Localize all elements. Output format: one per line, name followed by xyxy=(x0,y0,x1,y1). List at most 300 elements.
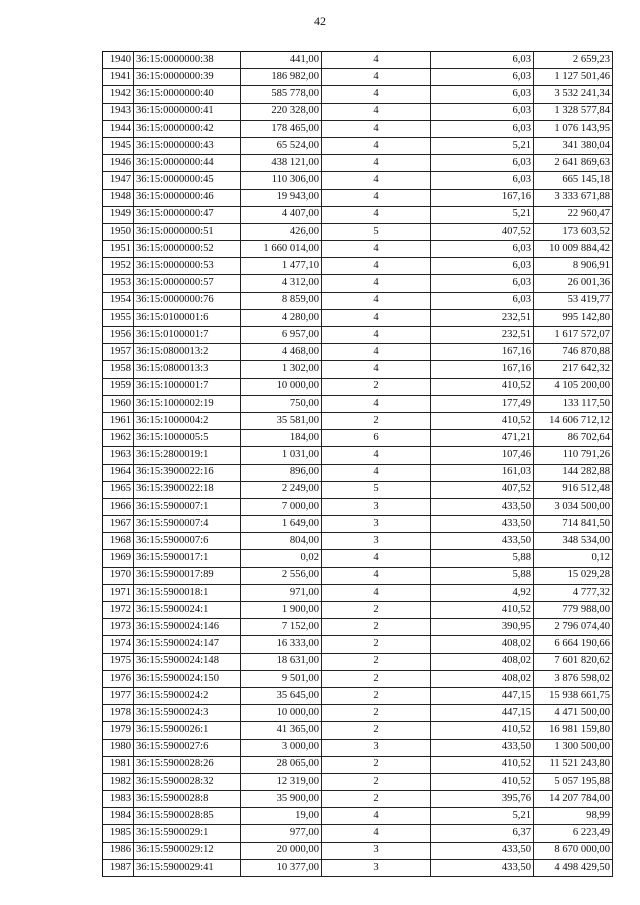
group-value-cell: 4 xyxy=(322,550,431,567)
cadastral-number-cell: 36:15:5900026:1 xyxy=(134,722,241,739)
area-value-cell: 1 477,10 xyxy=(241,258,322,275)
group-value-cell: 4 xyxy=(322,155,431,172)
area-value-cell: 4 312,00 xyxy=(241,275,322,292)
row-number-cell: 1968 xyxy=(103,533,134,550)
rate-value-cell: 433,50 xyxy=(431,533,534,550)
rate-value-cell: 395,76 xyxy=(431,791,534,808)
row-number-cell: 1985 xyxy=(103,825,134,842)
table-row xyxy=(103,447,613,464)
rate-value-cell: 390,95 xyxy=(431,619,534,636)
area-value-cell: 438 121,00 xyxy=(241,155,322,172)
table-row xyxy=(103,859,613,876)
area-value-cell: 65 524,00 xyxy=(241,137,322,154)
table-row xyxy=(103,189,613,206)
total-value-cell: 995 142,80 xyxy=(534,309,613,326)
row-number-cell: 1981 xyxy=(103,756,134,773)
area-value-cell: 19 943,00 xyxy=(241,189,322,206)
table-row xyxy=(103,206,613,223)
table-row xyxy=(103,120,613,137)
area-value-cell: 10 000,00 xyxy=(241,705,322,722)
group-value-cell: 4 xyxy=(322,292,431,309)
cadastral-number-cell: 36:15:0000000:45 xyxy=(134,172,241,189)
rate-value-cell: 6,03 xyxy=(431,275,534,292)
cadastral-number-cell: 36:15:0000000:41 xyxy=(134,103,241,120)
table-row xyxy=(103,516,613,533)
group-value-cell: 2 xyxy=(322,412,431,429)
total-value-cell: 4 105 200,00 xyxy=(534,378,613,395)
row-number-cell: 1940 xyxy=(103,52,134,69)
rate-value-cell: 410,52 xyxy=(431,756,534,773)
rate-value-cell: 6,03 xyxy=(431,258,534,275)
total-value-cell: 1 127 501,46 xyxy=(534,69,613,86)
rate-value-cell: 407,52 xyxy=(431,223,534,240)
cadastral-number-cell: 36:15:5900024:3 xyxy=(134,705,241,722)
group-value-cell: 4 xyxy=(322,103,431,120)
table-row xyxy=(103,464,613,481)
cadastral-number-cell: 36:15:5900017:1 xyxy=(134,550,241,567)
rate-value-cell: 6,03 xyxy=(431,241,534,258)
rate-value-cell: 6,03 xyxy=(431,120,534,137)
row-number-cell: 1955 xyxy=(103,309,134,326)
table-row xyxy=(103,653,613,670)
row-number-cell: 1969 xyxy=(103,550,134,567)
rate-value-cell: 433,50 xyxy=(431,739,534,756)
area-value-cell: 19,00 xyxy=(241,808,322,825)
rate-value-cell: 6,37 xyxy=(431,825,534,842)
table-row xyxy=(103,361,613,378)
table-row xyxy=(103,395,613,412)
area-value-cell: 1 302,00 xyxy=(241,361,322,378)
area-value-cell: 186 982,00 xyxy=(241,69,322,86)
rate-value-cell: 410,52 xyxy=(431,722,534,739)
group-value-cell: 4 xyxy=(322,206,431,223)
rate-value-cell: 410,52 xyxy=(431,412,534,429)
cadastral-number-cell: 36:15:5900024:2 xyxy=(134,687,241,704)
area-value-cell: 804,00 xyxy=(241,533,322,550)
row-number-cell: 1970 xyxy=(103,567,134,584)
cadastral-number-cell: 36:15:0000000:52 xyxy=(134,241,241,258)
group-value-cell: 4 xyxy=(322,69,431,86)
group-value-cell: 4 xyxy=(322,52,431,69)
total-value-cell: 15 938 661,75 xyxy=(534,687,613,704)
group-value-cell: 4 xyxy=(322,808,431,825)
row-number-cell: 1962 xyxy=(103,430,134,447)
area-value-cell: 41 365,00 xyxy=(241,722,322,739)
total-value-cell: 98,99 xyxy=(534,808,613,825)
total-value-cell: 86 702,64 xyxy=(534,430,613,447)
table-body xyxy=(103,52,613,877)
group-value-cell: 3 xyxy=(322,498,431,515)
group-value-cell: 5 xyxy=(322,223,431,240)
rate-value-cell: 5,21 xyxy=(431,206,534,223)
cadastral-number-cell: 36:15:5900007:6 xyxy=(134,533,241,550)
row-number-cell: 1982 xyxy=(103,773,134,790)
table-row xyxy=(103,412,613,429)
cadastral-number-cell: 36:15:0000000:51 xyxy=(134,223,241,240)
area-value-cell: 4 407,00 xyxy=(241,206,322,223)
area-value-cell: 184,00 xyxy=(241,430,322,447)
row-number-cell: 1972 xyxy=(103,602,134,619)
cadastral-number-cell: 36:15:0000000:40 xyxy=(134,86,241,103)
cadastral-number-cell: 36:15:0000000:57 xyxy=(134,275,241,292)
rate-value-cell: 407,52 xyxy=(431,481,534,498)
row-number-cell: 1961 xyxy=(103,412,134,429)
area-value-cell: 10 000,00 xyxy=(241,378,322,395)
table-row xyxy=(103,275,613,292)
page-number: 42 xyxy=(314,14,326,28)
cadastral-number-cell: 36:15:5900027:6 xyxy=(134,739,241,756)
row-number-cell: 1984 xyxy=(103,808,134,825)
table-row xyxy=(103,378,613,395)
cadastral-number-cell: 36:15:5900024:147 xyxy=(134,636,241,653)
table-row xyxy=(103,602,613,619)
row-number-cell: 1979 xyxy=(103,722,134,739)
cadastral-number-cell: 36:15:5900007:1 xyxy=(134,498,241,515)
total-value-cell: 779 988,00 xyxy=(534,602,613,619)
group-value-cell: 4 xyxy=(322,327,431,344)
rate-value-cell: 408,02 xyxy=(431,653,534,670)
table-row xyxy=(103,619,613,636)
area-value-cell: 585 778,00 xyxy=(241,86,322,103)
area-value-cell: 18 631,00 xyxy=(241,653,322,670)
cadastral-number-cell: 36:15:3900022:16 xyxy=(134,464,241,481)
total-value-cell: 3 034 500,00 xyxy=(534,498,613,515)
row-number-cell: 1975 xyxy=(103,653,134,670)
group-value-cell: 4 xyxy=(322,137,431,154)
cadastral-number-cell: 36:15:0000000:46 xyxy=(134,189,241,206)
area-value-cell: 426,00 xyxy=(241,223,322,240)
group-value-cell: 2 xyxy=(322,687,431,704)
area-value-cell: 2 249,00 xyxy=(241,481,322,498)
rate-value-cell: 433,50 xyxy=(431,859,534,876)
group-value-cell: 2 xyxy=(322,670,431,687)
table-row xyxy=(103,739,613,756)
area-value-cell: 977,00 xyxy=(241,825,322,842)
cadastral-number-cell: 36:15:2800019:1 xyxy=(134,447,241,464)
cadastral-number-cell: 36:15:5900024:148 xyxy=(134,653,241,670)
table-row xyxy=(103,842,613,859)
table-row xyxy=(103,756,613,773)
group-value-cell: 4 xyxy=(322,447,431,464)
row-number-cell: 1974 xyxy=(103,636,134,653)
row-number-cell: 1983 xyxy=(103,791,134,808)
cadastral-number-cell: 36:15:0000000:43 xyxy=(134,137,241,154)
rate-value-cell: 408,02 xyxy=(431,670,534,687)
table-row xyxy=(103,309,613,326)
table-row xyxy=(103,103,613,120)
row-number-cell: 1963 xyxy=(103,447,134,464)
group-value-cell: 4 xyxy=(322,309,431,326)
total-value-cell: 53 419,77 xyxy=(534,292,613,309)
total-value-cell: 714 841,50 xyxy=(534,516,613,533)
cadastral-number-cell: 36:15:0000000:47 xyxy=(134,206,241,223)
group-value-cell: 6 xyxy=(322,430,431,447)
area-value-cell: 971,00 xyxy=(241,584,322,601)
row-number-cell: 1950 xyxy=(103,223,134,240)
table-row xyxy=(103,722,613,739)
group-value-cell: 4 xyxy=(322,189,431,206)
group-value-cell: 2 xyxy=(322,791,431,808)
total-value-cell: 1 300 500,00 xyxy=(534,739,613,756)
area-value-cell: 750,00 xyxy=(241,395,322,412)
cadastral-number-cell: 36:15:0000000:42 xyxy=(134,120,241,137)
total-value-cell: 5 057 195,88 xyxy=(534,773,613,790)
table-row xyxy=(103,52,613,69)
rate-value-cell: 161,03 xyxy=(431,464,534,481)
group-value-cell: 2 xyxy=(322,636,431,653)
row-number-cell: 1942 xyxy=(103,86,134,103)
total-value-cell: 6 664 190,66 xyxy=(534,636,613,653)
cadastral-number-cell: 36:15:5900017:89 xyxy=(134,567,241,584)
cadastral-number-cell: 36:15:0000000:44 xyxy=(134,155,241,172)
area-value-cell: 2 556,00 xyxy=(241,567,322,584)
area-value-cell: 16 333,00 xyxy=(241,636,322,653)
cadastral-number-cell: 36:15:0800013:2 xyxy=(134,344,241,361)
table-row xyxy=(103,533,613,550)
group-value-cell: 2 xyxy=(322,756,431,773)
area-value-cell: 4 280,00 xyxy=(241,309,322,326)
area-value-cell: 220 328,00 xyxy=(241,103,322,120)
row-number-cell: 1959 xyxy=(103,378,134,395)
total-value-cell: 746 870,88 xyxy=(534,344,613,361)
cadastral-number-cell: 36:15:5900028:26 xyxy=(134,756,241,773)
group-value-cell: 4 xyxy=(322,120,431,137)
rate-value-cell: 167,16 xyxy=(431,361,534,378)
table-row xyxy=(103,258,613,275)
cadastral-number-cell: 36:15:0000000:53 xyxy=(134,258,241,275)
group-value-cell: 4 xyxy=(322,825,431,842)
rate-value-cell: 410,52 xyxy=(431,773,534,790)
group-value-cell: 2 xyxy=(322,378,431,395)
rate-value-cell: 232,51 xyxy=(431,309,534,326)
area-value-cell: 441,00 xyxy=(241,52,322,69)
table-row xyxy=(103,172,613,189)
area-value-cell: 4 468,00 xyxy=(241,344,322,361)
group-value-cell: 5 xyxy=(322,481,431,498)
rate-value-cell: 471,21 xyxy=(431,430,534,447)
cadastral-number-cell: 36:15:0800013:3 xyxy=(134,361,241,378)
row-number-cell: 1956 xyxy=(103,327,134,344)
group-value-cell: 4 xyxy=(322,344,431,361)
group-value-cell: 3 xyxy=(322,739,431,756)
area-value-cell: 35 645,00 xyxy=(241,687,322,704)
table-row xyxy=(103,430,613,447)
rate-value-cell: 6,03 xyxy=(431,86,534,103)
area-value-cell: 10 377,00 xyxy=(241,859,322,876)
rate-value-cell: 447,15 xyxy=(431,705,534,722)
total-value-cell: 1 328 577,84 xyxy=(534,103,613,120)
table-row xyxy=(103,687,613,704)
total-value-cell: 133 117,50 xyxy=(534,395,613,412)
total-value-cell: 173 603,52 xyxy=(534,223,613,240)
area-value-cell: 3 000,00 xyxy=(241,739,322,756)
total-value-cell: 11 521 243,80 xyxy=(534,756,613,773)
table-row xyxy=(103,791,613,808)
table-row xyxy=(103,69,613,86)
row-number-cell: 1967 xyxy=(103,516,134,533)
total-value-cell: 1 617 572,07 xyxy=(534,327,613,344)
area-value-cell: 7 000,00 xyxy=(241,498,322,515)
rate-value-cell: 232,51 xyxy=(431,327,534,344)
cadastral-number-cell: 36:15:1000002:19 xyxy=(134,395,241,412)
rate-value-cell: 6,03 xyxy=(431,172,534,189)
total-value-cell: 4 777,32 xyxy=(534,584,613,601)
table-row xyxy=(103,292,613,309)
total-value-cell: 22 960,47 xyxy=(534,206,613,223)
rate-value-cell: 167,16 xyxy=(431,189,534,206)
cadastral-number-cell: 36:15:0000000:76 xyxy=(134,292,241,309)
total-value-cell: 15 029,28 xyxy=(534,567,613,584)
row-number-cell: 1978 xyxy=(103,705,134,722)
table-row xyxy=(103,550,613,567)
total-value-cell: 2 641 869,63 xyxy=(534,155,613,172)
table-row xyxy=(103,825,613,842)
total-value-cell: 665 145,18 xyxy=(534,172,613,189)
total-value-cell: 341 380,04 xyxy=(534,137,613,154)
cadastral-number-cell: 36:15:5900028:32 xyxy=(134,773,241,790)
cadastral-number-cell: 36:15:5900029:41 xyxy=(134,859,241,876)
rate-value-cell: 167,16 xyxy=(431,344,534,361)
cadastral-number-cell: 36:15:0100001:7 xyxy=(134,327,241,344)
group-value-cell: 2 xyxy=(322,653,431,670)
total-value-cell: 348 534,00 xyxy=(534,533,613,550)
group-value-cell: 2 xyxy=(322,705,431,722)
group-value-cell: 4 xyxy=(322,584,431,601)
total-value-cell: 144 282,88 xyxy=(534,464,613,481)
row-number-cell: 1964 xyxy=(103,464,134,481)
table-row xyxy=(103,670,613,687)
area-value-cell: 8 859,00 xyxy=(241,292,322,309)
area-value-cell: 7 152,00 xyxy=(241,619,322,636)
table-row xyxy=(103,327,613,344)
row-number-cell: 1946 xyxy=(103,155,134,172)
total-value-cell: 14 207 784,00 xyxy=(534,791,613,808)
rate-value-cell: 433,50 xyxy=(431,516,534,533)
area-value-cell: 896,00 xyxy=(241,464,322,481)
rate-value-cell: 6,03 xyxy=(431,52,534,69)
total-value-cell: 6 223,49 xyxy=(534,825,613,842)
total-value-cell: 2 796 074,40 xyxy=(534,619,613,636)
table-row xyxy=(103,567,613,584)
total-value-cell: 0,12 xyxy=(534,550,613,567)
area-value-cell: 1 031,00 xyxy=(241,447,322,464)
row-number-cell: 1977 xyxy=(103,687,134,704)
cadastral-number-cell: 36:15:5900028:8 xyxy=(134,791,241,808)
rate-value-cell: 410,52 xyxy=(431,378,534,395)
table-row xyxy=(103,773,613,790)
row-number-cell: 1943 xyxy=(103,103,134,120)
group-value-cell: 3 xyxy=(322,516,431,533)
group-value-cell: 4 xyxy=(322,258,431,275)
row-number-cell: 1941 xyxy=(103,69,134,86)
total-value-cell: 7 601 820,62 xyxy=(534,653,613,670)
area-value-cell: 28 065,00 xyxy=(241,756,322,773)
cadastral-number-cell: 36:15:0000000:39 xyxy=(134,69,241,86)
total-value-cell: 3 876 598,02 xyxy=(534,670,613,687)
cadastral-number-cell: 36:15:5900024:146 xyxy=(134,619,241,636)
row-number-cell: 1952 xyxy=(103,258,134,275)
table-row xyxy=(103,636,613,653)
area-value-cell: 35 900,00 xyxy=(241,791,322,808)
table-row xyxy=(103,344,613,361)
group-value-cell: 4 xyxy=(322,567,431,584)
cadastral-number-cell: 36:15:5900018:1 xyxy=(134,584,241,601)
cadastral-number-cell: 36:15:3900022:18 xyxy=(134,481,241,498)
rate-value-cell: 6,03 xyxy=(431,292,534,309)
row-number-cell: 1980 xyxy=(103,739,134,756)
total-value-cell: 4 471 500,00 xyxy=(534,705,613,722)
cadastral-number-cell: 36:15:5900007:4 xyxy=(134,516,241,533)
row-number-cell: 1958 xyxy=(103,361,134,378)
rate-value-cell: 408,02 xyxy=(431,636,534,653)
group-value-cell: 2 xyxy=(322,722,431,739)
total-value-cell: 4 498 429,50 xyxy=(534,859,613,876)
total-value-cell: 3 333 671,88 xyxy=(534,189,613,206)
table-row xyxy=(103,808,613,825)
group-value-cell: 2 xyxy=(322,619,431,636)
rate-value-cell: 447,15 xyxy=(431,687,534,704)
total-value-cell: 916 512,48 xyxy=(534,481,613,498)
cadastral-number-cell: 36:15:5900029:1 xyxy=(134,825,241,842)
area-value-cell: 12 319,00 xyxy=(241,773,322,790)
group-value-cell: 3 xyxy=(322,842,431,859)
total-value-cell: 8 670 000,00 xyxy=(534,842,613,859)
table-row xyxy=(103,705,613,722)
group-value-cell: 4 xyxy=(322,86,431,103)
row-number-cell: 1960 xyxy=(103,395,134,412)
cadastral-table xyxy=(102,51,613,877)
table-row xyxy=(103,86,613,103)
row-number-cell: 1966 xyxy=(103,498,134,515)
group-value-cell: 2 xyxy=(322,773,431,790)
table-row xyxy=(103,223,613,240)
group-value-cell: 4 xyxy=(322,275,431,292)
row-number-cell: 1944 xyxy=(103,120,134,137)
group-value-cell: 4 xyxy=(322,361,431,378)
table-row xyxy=(103,498,613,515)
rate-value-cell: 4,92 xyxy=(431,584,534,601)
cadastral-number-cell: 36:15:5900024:150 xyxy=(134,670,241,687)
rate-value-cell: 6,03 xyxy=(431,155,534,172)
cadastral-number-cell: 36:15:1000005:5 xyxy=(134,430,241,447)
cadastral-number-cell: 36:15:0000000:38 xyxy=(134,52,241,69)
rate-value-cell: 410,52 xyxy=(431,602,534,619)
row-number-cell: 1947 xyxy=(103,172,134,189)
row-number-cell: 1965 xyxy=(103,481,134,498)
row-number-cell: 1953 xyxy=(103,275,134,292)
total-value-cell: 217 642,32 xyxy=(534,361,613,378)
group-value-cell: 4 xyxy=(322,241,431,258)
row-number-cell: 1948 xyxy=(103,189,134,206)
table-row xyxy=(103,137,613,154)
area-value-cell: 1 900,00 xyxy=(241,602,322,619)
rate-value-cell: 5,88 xyxy=(431,567,534,584)
row-number-cell: 1976 xyxy=(103,670,134,687)
rate-value-cell: 107,46 xyxy=(431,447,534,464)
area-value-cell: 6 957,00 xyxy=(241,327,322,344)
row-number-cell: 1957 xyxy=(103,344,134,361)
group-value-cell: 2 xyxy=(322,602,431,619)
cadastral-number-cell: 36:15:5900029:12 xyxy=(134,842,241,859)
total-value-cell: 10 009 884,42 xyxy=(534,241,613,258)
row-number-cell: 1971 xyxy=(103,584,134,601)
group-value-cell: 4 xyxy=(322,464,431,481)
row-number-cell: 1954 xyxy=(103,292,134,309)
area-value-cell: 9 501,00 xyxy=(241,670,322,687)
rate-value-cell: 433,50 xyxy=(431,498,534,515)
row-number-cell: 1973 xyxy=(103,619,134,636)
area-value-cell: 178 465,00 xyxy=(241,120,322,137)
